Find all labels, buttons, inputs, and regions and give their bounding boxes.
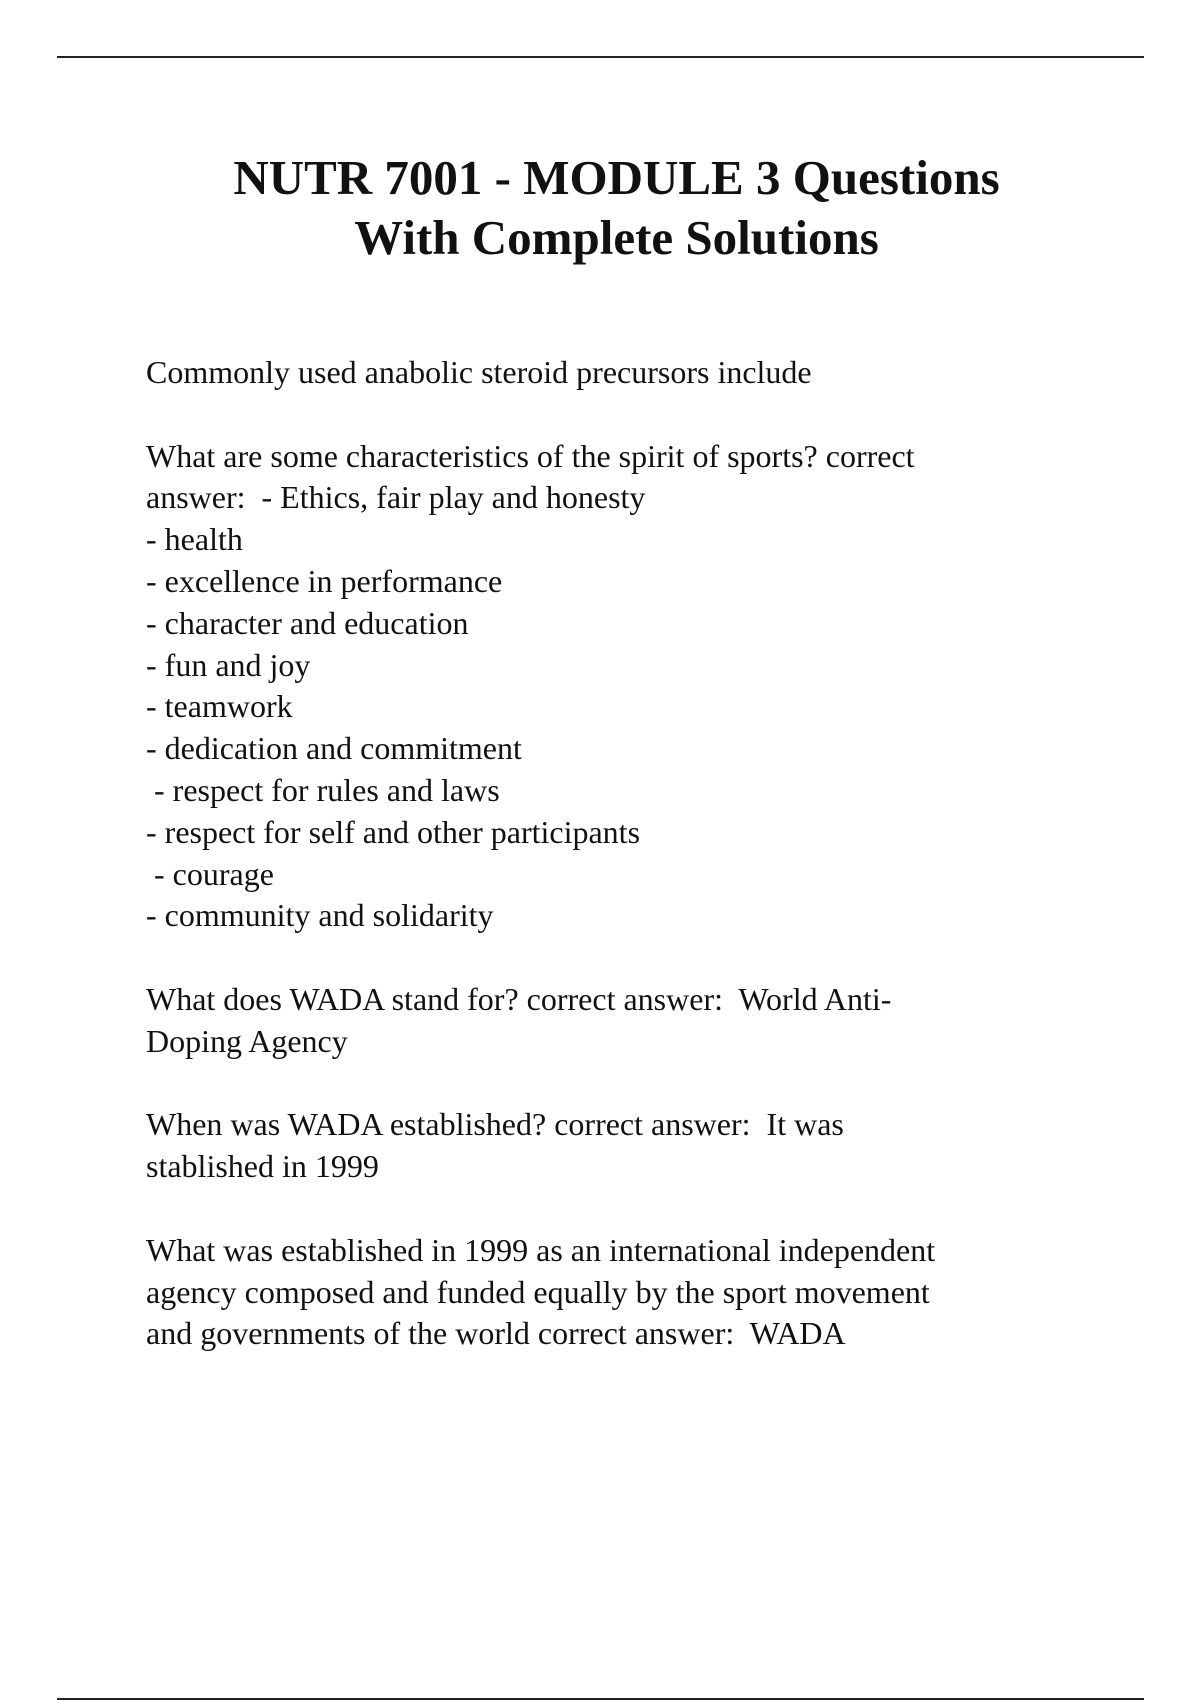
- entry-line: - fun and joy: [146, 646, 311, 683]
- entry-line: What does WADA stand for? correct answer: World Anti-: [146, 980, 892, 1017]
- entry-line: What was established in 1999 as an international independent: [146, 1231, 936, 1268]
- entry-spacer: [146, 1063, 1066, 1105]
- entry-line: - health: [146, 521, 243, 558]
- qa-entry-3: [146, 979, 1066, 1063]
- entry-line: - respect for rules and laws: [146, 771, 500, 808]
- title-line-2: With Complete Solutions: [354, 210, 879, 265]
- entry-line: What are some characteristics of the spirit of sports? correct: [146, 437, 915, 474]
- document-title: [100, 148, 1133, 268]
- entry-spacer: [146, 937, 1066, 979]
- qa-entry-2: [146, 436, 1066, 938]
- entry-line: Commonly used anabolic steroid precursors include: [146, 354, 812, 390]
- entry-line: - community and solidarity: [146, 897, 494, 934]
- entry-spacer: [146, 394, 1066, 436]
- entry-line: - dedication and commitment: [146, 730, 522, 767]
- top-rule: [57, 56, 1144, 58]
- entry-line: - teamwork: [146, 688, 293, 725]
- qa-entry-4: [146, 1104, 1066, 1188]
- entry-line: - excellence in performance: [146, 562, 503, 599]
- entry-line: answer: - Ethics, fair play and honesty: [146, 479, 646, 516]
- entry-line: agency composed and funded equally by the sport movement: [146, 1273, 930, 1310]
- entry-line: - respect for self and other participants: [146, 813, 641, 850]
- entry-line: and governments of the world correct answer: WADA: [146, 1315, 846, 1352]
- entry-line: - courage: [146, 855, 274, 892]
- entry-line: - character and education: [146, 604, 469, 641]
- entry-spacer: [146, 1188, 1066, 1230]
- entry-line: Doping Agency: [146, 1022, 348, 1059]
- qa-entry-5: [146, 1230, 1066, 1355]
- title-line-1: NUTR 7001 - MODULE 3 Questions: [233, 150, 1000, 205]
- entry-line: stablished in 1999: [146, 1148, 379, 1185]
- qa-entry-1: [146, 352, 1066, 394]
- document-body: [146, 352, 1066, 1355]
- entry-line: When was WADA established? correct answer: It was: [146, 1106, 844, 1143]
